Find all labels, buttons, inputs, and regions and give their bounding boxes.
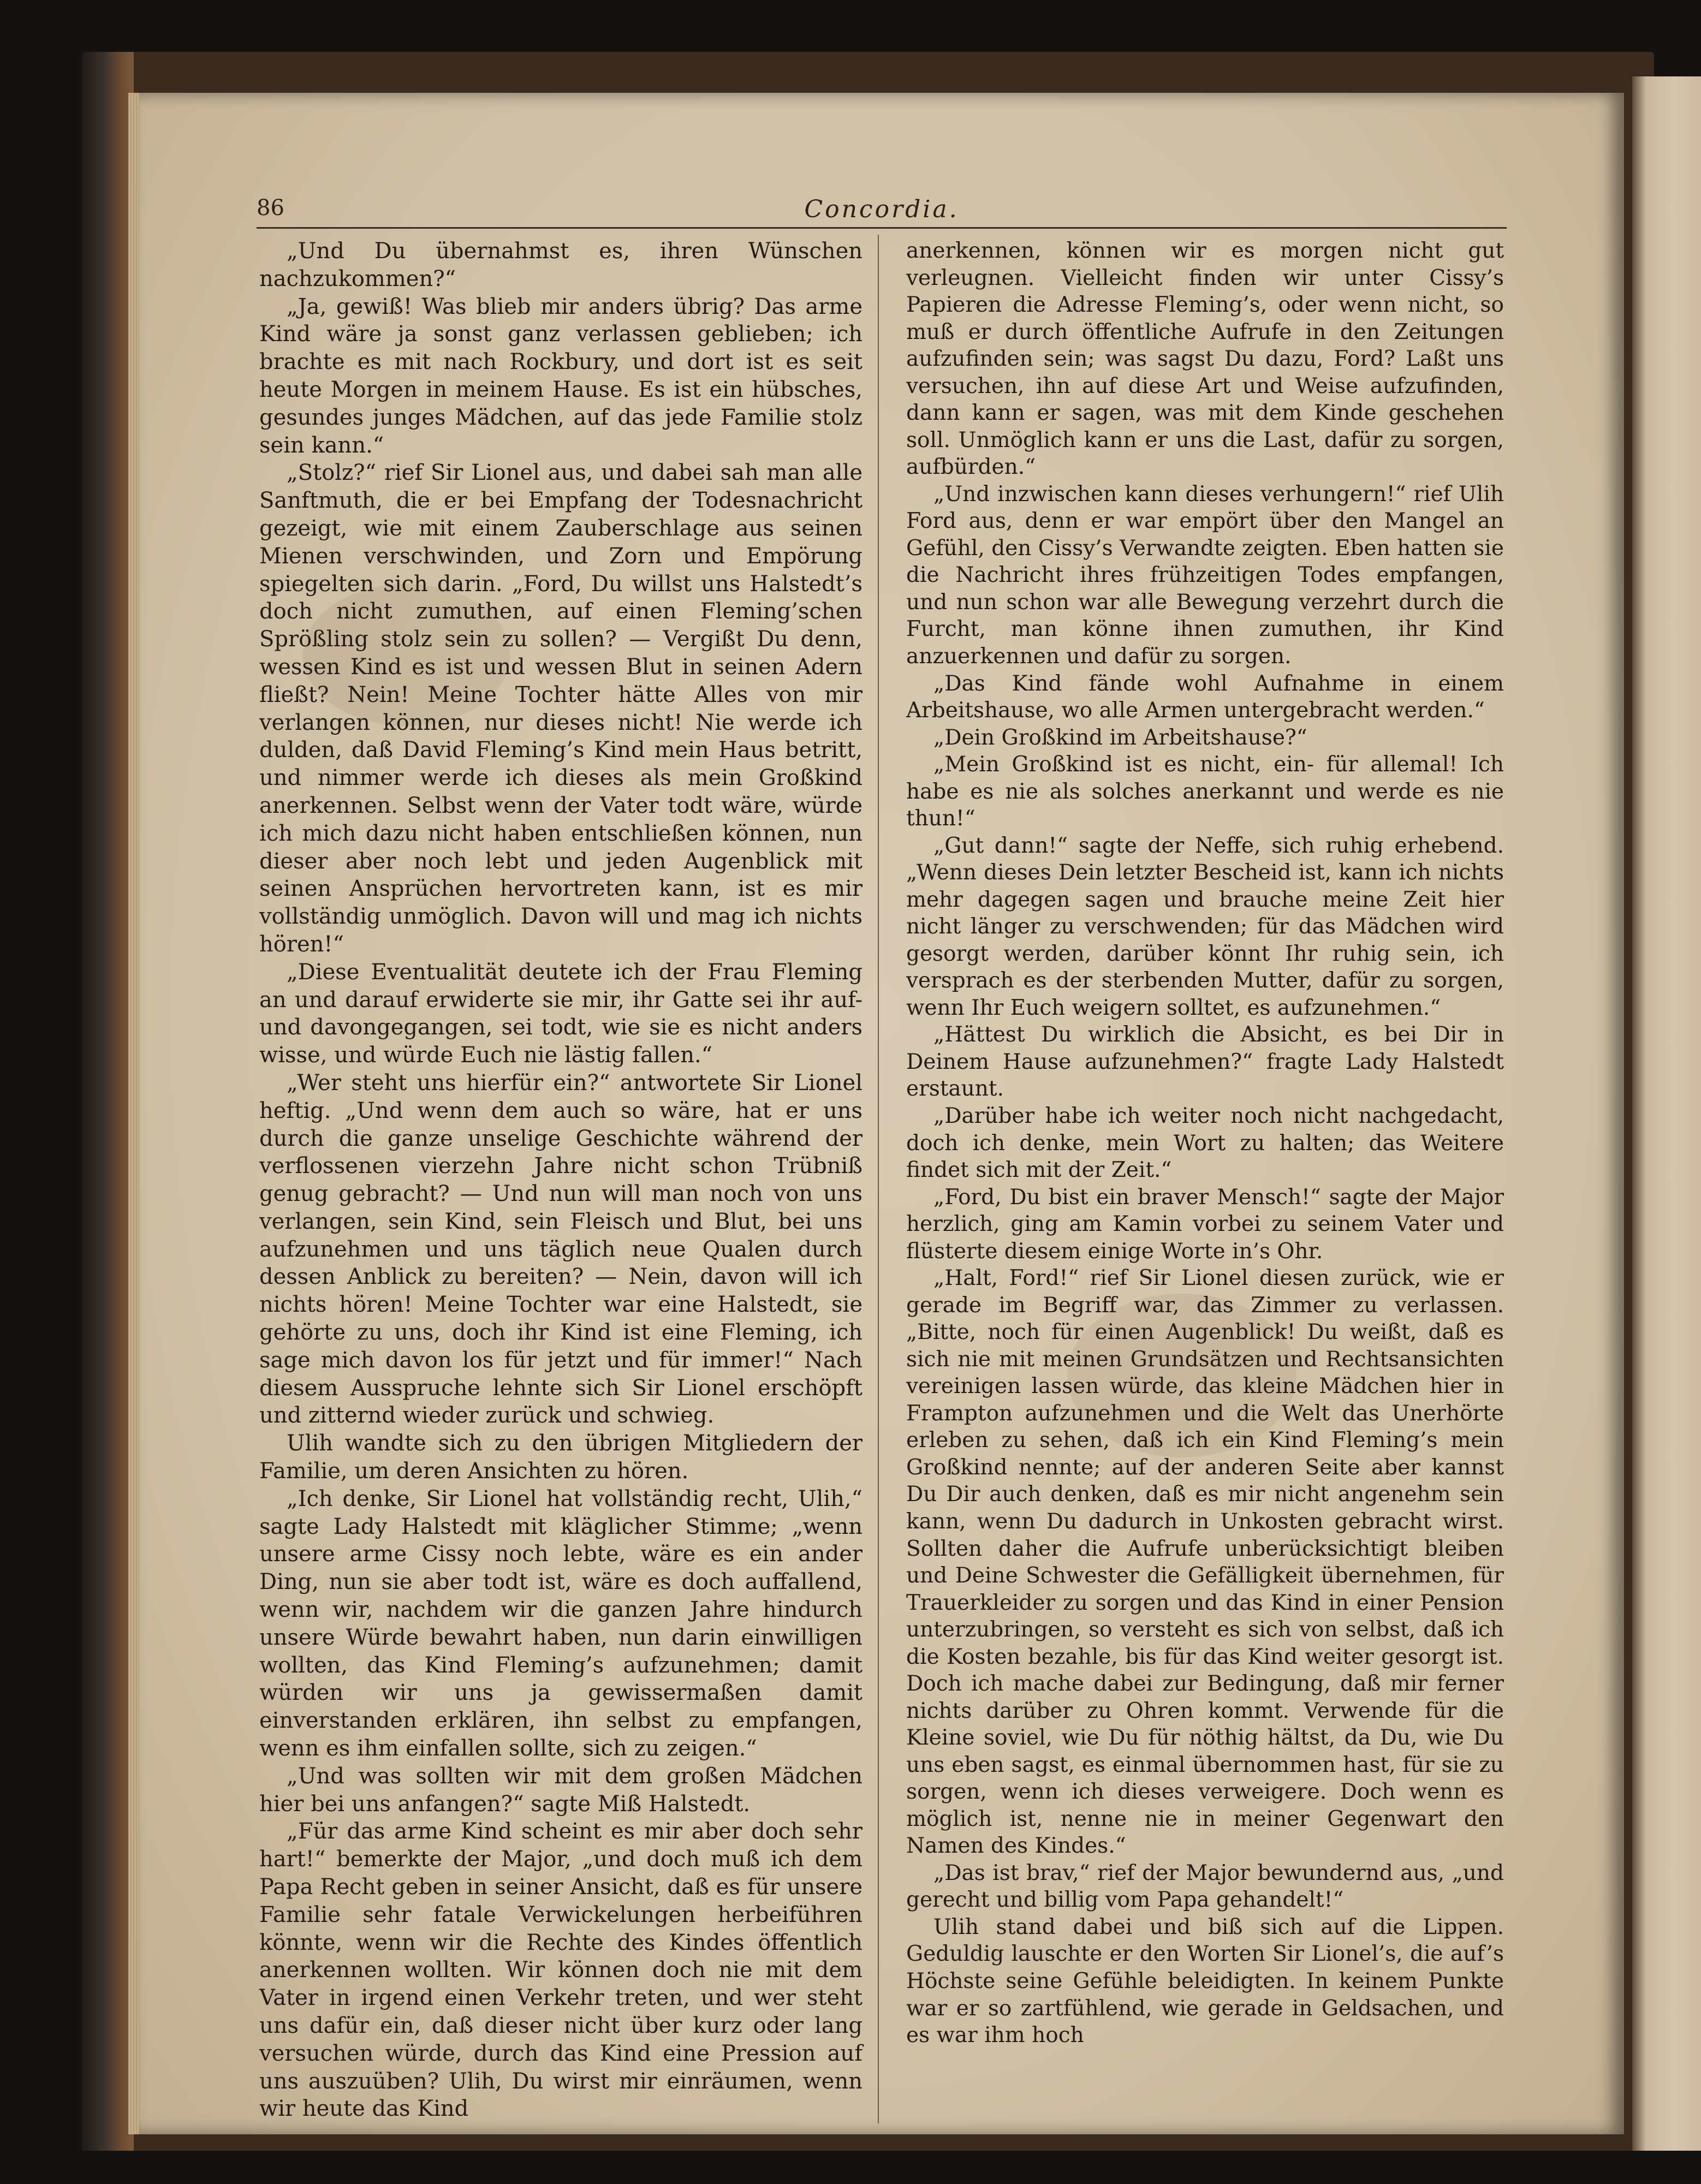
book-spine xyxy=(82,52,134,2151)
paragraph: „Das ist brav,“ rief der Major bewundernd aus, „und gerecht und billig vom Papa gehandelt!“ xyxy=(906,1860,1504,1913)
paragraph: „Ja, gewiß! Was blieb mir anders übrig? Das arme Kind wäre ja sonst ganz verlassen geblieben; ich brachte es mit nach Rockbury, und dort ist es seit heute Morgen in meinem Hause. Es ist ein hübsches, gesundes junges Mädchen, auf das jede Familie stolz sein kann.“ xyxy=(259,294,863,458)
running-title: Concordia. xyxy=(804,195,959,223)
paragraph: „Diese Eventualität deutete ich der Frau Fleming an und darauf erwiderte sie mir, ihr Gatte sei ihr auf- und davongegangen, sei todt, wie sie es nicht anders wisse, und würde Euch nie lästig fallen.“ xyxy=(259,959,863,1068)
paragraph: „Hättest Du wirklich die Absicht, es bei Dir in Deinem Hause aufzunehmen?“ fragte Lady Halstedt erstaunt. xyxy=(906,1022,1504,1102)
paragraph: „Dein Großkind im Arbeitshause?“ xyxy=(933,725,1307,750)
paragraph: „Ford, Du bist ein braver Mensch!“ sagte der Major herzlich, ging am Kamin vorbei zu seinem Vater und flüsterte diesem einige Worte in’s Ohr. xyxy=(906,1185,1504,1264)
facing-page-edge xyxy=(1632,76,1701,2151)
left-column xyxy=(259,237,863,2123)
paragraph: „Das Kind fände wohl Aufnahme in einem Arbeitshause, wo alle Armen untergebracht werden.“ xyxy=(906,671,1504,723)
paragraph: Ulih stand dabei und biß sich auf die Lippen. Geduldig lauschte er den Worten Sir Lionel’s, die auf’s Höchste seine Gefühle beleidigten. In keinem Punkte war er so zartfühlend, wie gerade in Geldsachen, und es war ihm hoch xyxy=(906,1914,1504,2048)
paragraph: „Gut dann!“ sagte der Neffe, sich ruhig erhebend. „Wenn dieses Dein letzter Bescheid ist, kann ich nichts mehr dagegen sagen und brauche meine Zeit hier nicht länger zu verschwenden; für das Mädchen wird gesorgt werden, darüber könnt Ihr ruhig sein, ich versprach es der sterbenden Mutter, dafür zu sorgen, wenn Ihr Euch weigern solltet, es aufzunehmen.“ xyxy=(906,833,1504,1020)
paragraph: „Und Du übernahmst es, ihren Wünschen nachzukommen?“ xyxy=(259,239,863,291)
paragraph: „Und inzwischen kann dieses verhungern!“ rief Ulih Ford aus, denn er war empört über den Mangel an Gefühl, den Cissy’s Verwandte zeigten. Eben hatten sie die Nachricht ihres frühzeitigen Todes empfangen, und nun schon war alle Bewegung verzehrt durch die Furcht, man könne ihnen zumuthen, ihr Kind anzuerkennen und dafür zu sorgen. xyxy=(906,481,1504,669)
paragraph: „Halt, Ford!“ rief Sir Lionel diesen zurück, wie er gerade im Begriff war, das Zimmer zu verlassen. „Bitte, noch für einen Augenblick! Du weißt, daß es sich nie mit meinen Grundsätzen und Rechtsansichten vereinigen lassen würde, das kleine Mädchen hier in Frampton aufzunehmen und die Welt das Unerhörte erleben zu sehen, daß ich ein Kind Fleming’s mein Großkind nennte; auf der anderen Seite aber kannst Du Dir auch denken, daß es mir nicht angenehm sein kann, wenn Du dadurch in Unkosten gebracht wirst. Sollten daher die Aufrufe unberücksichtigt bleiben und Deine Schwester die Gefälligkeit übernehmen, für Trauerkleider zu sorgen und das Kind in einer Pension unterzubringen, so versteht es sich von selbst, daß ich die Kosten bezahle, bis für das Kind weiter gesorgt ist. Doch ich mache dabei zur Bedingung, daß mir ferner nichts darüber zu Ohren kommt. Verwende für die Kleine soviel, wie Du für nöthig hältst, da Du, wie Du uns eben sagst, es einmal übernommen hast, für sie zu sorgen, wenn ich dieses verweigere. Doch wenn es möglich ist, nenne nie in meiner Gegenwart den Namen des Kindes.“ xyxy=(906,1266,1504,1859)
paragraph: „Darüber habe ich weiter noch nicht nachgedacht, doch ich denke, mein Wort zu halten; das Weitere findet sich mit der Zeit.“ xyxy=(906,1104,1504,1183)
paragraph: „Stolz?“ rief Sir Lionel aus, und dabei sah man alle Sanftmuth, die er bei Empfang der Todesnachricht gezeigt, wie mit einem Zauberschlage aus seinen Mienen verschwinden, und Zorn und Empörung spiegelten sich darin. „Ford, Du willst uns Halstedt’s doch nicht zumuthen, auf einen Fleming’schen Sprößling stolz sein zu sollen? — Vergißt Du denn, wessen Kind es ist und wessen Blut in seinen Adern fließt? Nein! Meine Tochter hätte Alles von mir verlangen können, nur dieses nicht! Nie werde ich dulden, daß David Fleming’s Kind mein Haus betritt, und nimmer werde ich dieses als mein Großkind anerkennen. Selbst wenn der Vater todt wäre, würde ich mich dazu nicht haben entschließen können, nun dieser aber noch lebt und jeden Augenblick mit seinen Ansprüchen hervortreten kann, ist es mir vollständig unmöglich. Davon will und mag ich nichts hören!“ xyxy=(259,460,863,957)
paragraph: „Und was sollten wir mit dem großen Mädchen hier bei uns anfangen?“ sagte Miß Halstedt. xyxy=(259,1763,863,1817)
paragraph: „Mein Großkind ist es nicht, ein- für allemal! Ich habe es nie als solches anerkannt und werde es nie thun!“ xyxy=(906,752,1504,831)
paragraph: Ulih wandte sich zu den übrigen Mitgliedern der Familie, um deren Ansichten zu hören. xyxy=(259,1431,863,1484)
column-divider xyxy=(878,235,879,2123)
paragraph: anerkennen, können wir es morgen nicht gut verleugnen. Vielleicht finden wir unter Cissy’s Papieren die Adresse Fleming’s, oder wenn nicht, so muß er durch öffentliche Aufrufe in den Zeitungen aufzufinden sein; was sagst Du dazu, Ford? Laßt uns versuchen, ihn auf diese Art und Weise aufzufinden, dann kann er sagen, was mit dem Kinde geschehen soll. Unmöglich kann er uns die Last, dafür zu sorgen, aufbürden.“ xyxy=(906,239,1504,480)
right-column xyxy=(906,237,1504,2049)
header-rule xyxy=(257,227,1507,229)
paragraph: „Ich denke, Sir Lionel hat vollständig recht, Ulih,“ sagte Lady Halstedt mit kläglicher Stimme; „wenn unsere arme Cissy noch lebte, wäre es ein ander Ding, nun sie aber todt ist, wäre es doch auffallend, wenn wir, nachdem wir die ganzen Jahre hindurch unsere Würde bewahrt haben, nun darin einwilligen wollten, das Kind Fleming’s aufzunehmen; damit würden wir uns ja gewissermaßen damit einverstanden erklären, ihn selbst zu empfangen, wenn es ihm einfallen sollte, sich zu zeigen.“ xyxy=(259,1486,863,1762)
page-number: 86 xyxy=(257,195,284,221)
paragraph: „Für das arme Kind scheint es mir aber doch sehr hart!“ bemerkte der Major, „und doch muß ich dem Papa Recht geben in seiner Ansicht, daß es für unsere Familie sehr fatale Verwickelungen herbeiführen könnte, wenn wir die Rechte des Kindes öffentlich anerkennen wollten. Wir können doch nie mit dem Vater in irgend einen Verkehr treten, und wer steht uns dafür ein, daß dieser nicht über kurz oder lang versuchen würde, durch das Kind eine Pression auf uns auszuüben? Ulih, Du wirst mir einräumen, wenn wir heute das Kind xyxy=(259,1819,863,2122)
page-header xyxy=(257,195,1507,223)
paragraph: „Wer steht uns hierfür ein?“ antwortete Sir Lionel heftig. „Und wenn dem auch so wäre, hat er uns durch die ganze unselige Geschichte während der verflossenen vierzehn Jahre nicht schon Trübniß genug gebracht? — Und nun will man noch von uns verlangen, sein Kind, sein Fleisch und Blut, bei uns aufzunehmen und uns täglich neue Qualen durch dessen Anblick zu bereiten? — Nein, davon will ich nichts hören! Meine Tochter war eine Halstedt, sie gehörte zu uns, doch ihr Kind ist eine Fleming, ich sage mich davon los für jetzt und für immer!“ Nach diesem Ausspruche lehnte sich Sir Lionel erschöpft und zitternd wieder zurück und schwieg. xyxy=(259,1070,863,1429)
